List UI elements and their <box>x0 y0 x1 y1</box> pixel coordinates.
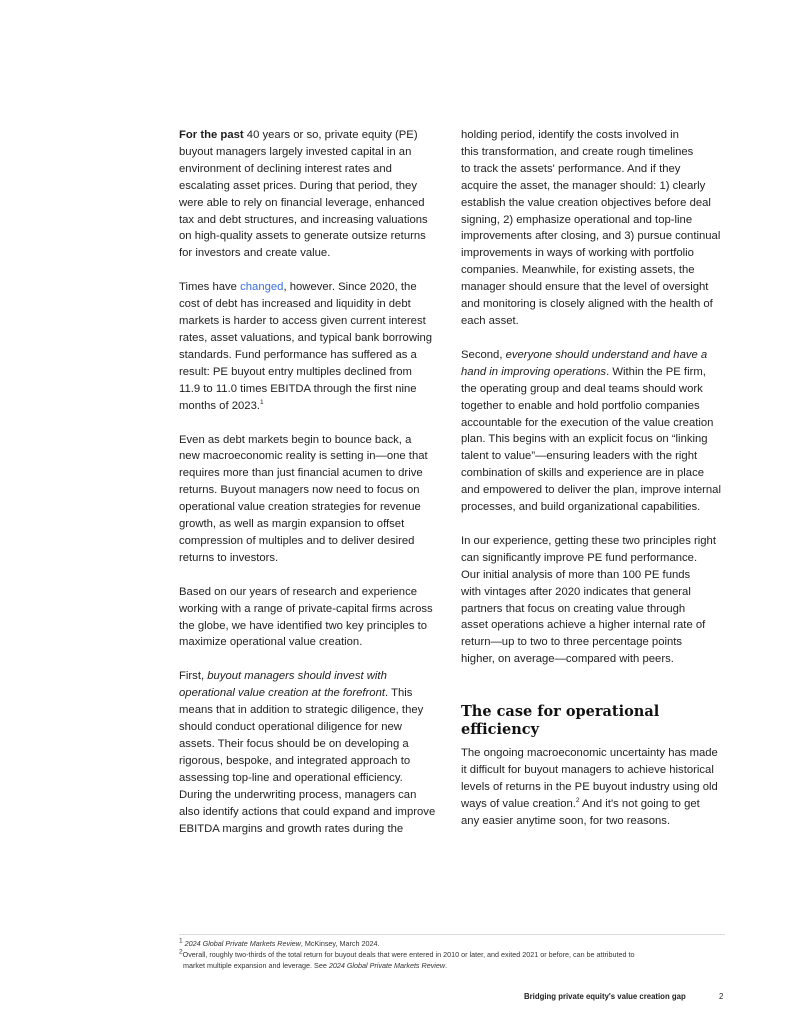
footnote-divider <box>179 934 725 935</box>
section-heading: The case for operational efficiency <box>461 703 660 739</box>
footnote-2: $^2$Overall, roughly two-thirds of the total return for buyout deals that were entered in 2010 or later, and exited 2021 or before, can be attributed to market multiple expansion and leverage. See 2024 Global Private Markets Review. <box>179 948 635 970</box>
lead-in: For the past <box>179 129 244 141</box>
footnote-ref-1[interactable]: 1 <box>260 398 264 406</box>
paragraph-intro: For the past 40 years or so, private equity (PE) buyout managers largely invested capital in an environment of declining interest rates and escalating asset prices. During that period, they were able to rely on financial leverage, enhanced tax and debt structures, and increasing valuations on high-quality assets to generate outsize returns for investors and create value. <box>179 129 428 260</box>
page-number: 2 <box>719 992 724 1001</box>
paragraph-experience: In our experience, getting these two principles right can significantly improve PE fund performance. Our initial analysis of more than 100 PE funds with vintages after 2020 indicates that general partners that focus on creating value through asset operations achieve a higher internal rate of return—up to two to three percentage points higher, on average—compared with peers. <box>461 534 716 666</box>
footer-title: Bridging private equity's value creation gap <box>524 992 686 1001</box>
paragraph-debt-markets: Even as debt markets begin to bounce back, a new macroeconomic reality is setting in—one that requires more than just financial acumen to drive returns. Buyout managers now need to focus on operational value creation strategies for revenue growth, as well as margin expansion to offset compression of multiples and to deliver desired returns to investors. <box>179 433 428 564</box>
paragraph-holding-period: holding period, identify the costs involved in this transformation, and create rough timelines to track the assets' performance. And if they acquire the asset, the manager should: 1) clearly establish the value creation objectives before deal signing, 2) emphasize operational and top-line improvements after closing, and 3) pursue continual improvements in ways of working with portfolio companies. Meanwhile, for existing assets, the manager should ensure that the level of oversight and monitoring is closely aligned with the health of each asset. <box>461 129 721 327</box>
right-column <box>461 127 729 830</box>
paragraph-second-principle: Second, everyone should understand and have a hand in improving operations. Within the PE firm, the operating group and deal teams should work together to enable and hold portfolio companies accountable for the execution of the value creation plan. This begins with an explicit focus on “linking talent to value”—ensuring leaders with the right combination of skills and experience are in place and empowered to deliver the plan, improve internal processes, and build organizational capabilities. <box>461 348 721 514</box>
paragraph-case: The ongoing macroeconomic uncertainty has made it difficult for buyout managers to achieve historical levels of returns in the PE buyout industry using old ways of value creation.$^2$ And it's not going to get any easier anytime soon, for two reasons. <box>461 747 718 827</box>
paragraph-principles: Based on our years of research and experience working with a range of private-capital firms across the globe, we have identified two key principles to maximize operational value creation. <box>179 585 433 649</box>
paragraph-times-changed: Times have changed, however. Since 2020, the cost of debt has increased and liquidity in debt markets is harder to access given current interest rates, asset valuations, and typical bank borrowing standards. Fund performance has suffered as a result: PE buyout entry multiples declined from 11.9 to 11.0 times EBITDA through the first nine months of 2023.$^1$ <box>179 281 433 412</box>
footnote-ref-2[interactable]: 2 <box>575 797 580 805</box>
footnote-1: $^1$ 2024 Global Private Markets Review, McKinsey, March 2024. <box>179 937 380 948</box>
footnotes <box>179 938 729 971</box>
left-column <box>179 127 447 837</box>
paragraph-first-principle: First, buyout managers should invest with operational value creation at the forefront. This means that in addition to strategic diligence, they should conduct operational diligence for new assets. Their focus should be on developing a rigorous, bespoke, and integrated approach to assessing top-line and operational efficiency. During the underwriting process, managers can also identify actions that could expand and improve EBITDA margins and growth rates during the <box>179 670 436 835</box>
changed-link[interactable]: changed <box>240 281 284 294</box>
